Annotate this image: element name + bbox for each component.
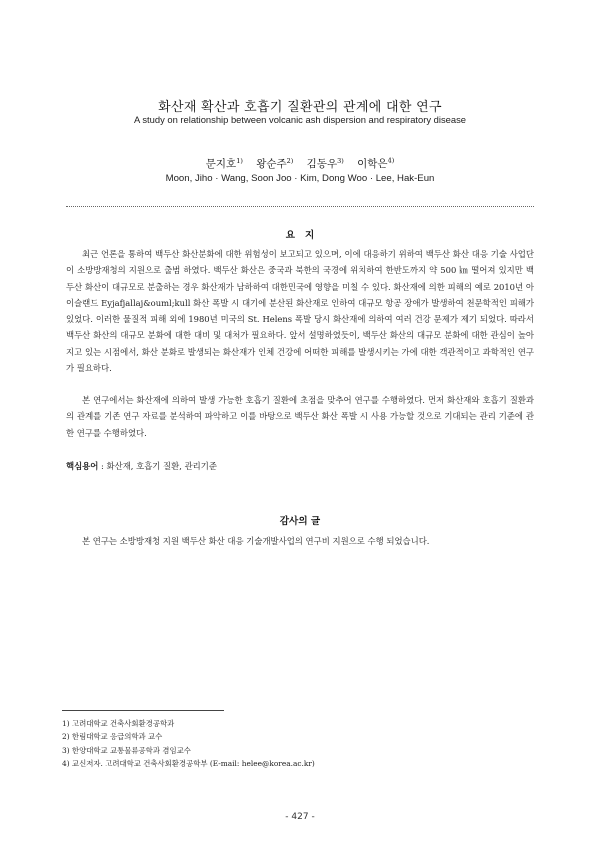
abstract-paragraph-2: 본 연구에서는 화산재에 의하여 발생 가능한 호흡기 질환에 초점을 맞추어 연구를 수행하였다. 먼저 화산재와 호흡기 질환과의 관계를 기존 연구 자료를 분석하여 파악하고 이를 바탕으로 백두산 화산 폭발 시 사용 가능할 것으로 기대되는 관리 기준에 관한 연구를 수행하였다.: [66, 395, 534, 438]
author-list-english: Moon, Jiho · Wang, Soon Joo · Kim, Dong Woo · Lee, Hak-Eun: [165, 173, 435, 184]
author-affiliation-mark: 2): [286, 156, 294, 165]
abstract-paragraph-1: 최근 언론을 통하여 백두산 화산분화에 대한 위험성이 보고되고 있으며, 이에 대응하기 위하여 백두산 화산 대응 기술 사업단이 소방방재청의 지원으로 출범 하였다. 백두산 화산은 중국과 북한의 국경에 위치하여 한반도까지 약 500 ㎞ 떨어져 있지만 백두산 화산이 대규모로 분출하는 경우 화산재가 남하하여 대한민국에 영향을 미칠 수 있다. 화산재에 의한 피해의 예로 2010년 아이슬랜드 Eyjafjallaj&ouml;kull 화산 폭발 시 대기에 분산된 화산재로 인하여 대규모 항공 장애가 발생하여 천문학적인 피해가 있었다. 이러한 물질적 피해 외에 1980년 미국의 St. Helens 폭발 당시 화산재에 의하여 여러 건강 문제가 제기 되었다. 따라서 백두산 화산의 대규모 분화에 대한 대비 및 대처가 필요하다. 앞서 설명하였듯이, 백두산 화산의 대규모 분화에 대한 관심이 높아지고 있는 시점에서, 화산 분화로 발생되는 화산재가 인체 건강에 어떠한 피해를 발생시키는 가에 대한 객관적이고 과학적인 연구가 필요하다.: [66, 249, 534, 374]
footnote-item: 3) 한양대학교 교통물류공학과 겸임교수: [62, 745, 191, 755]
author-name: 문지호: [205, 158, 237, 170]
keywords-label: 핵심용어: [66, 461, 99, 471]
author-affiliation-mark: 1): [236, 156, 243, 165]
footnote-item: 4) 교신저자. 고려대학교 건축사회환경공학부 (E-mail: helee@korea.ac.kr): [62, 759, 315, 769]
header-divider: [66, 206, 534, 207]
author-list-korean: [0, 156, 600, 171]
author-affiliation-mark: 4): [387, 156, 395, 165]
author-name: 김동우: [306, 158, 338, 170]
footnote-item: 1) 고려대학교 건축사회환경공학과: [62, 719, 175, 728]
page-number: - 427 -: [285, 812, 315, 822]
acknowledgement-text: 본 연구는 소방방재청 지원 백두산 화산 대응 기술개발사업의 연구비 지원으로 수행 되었습니다.: [82, 536, 430, 546]
paper-title-english: A study on relationship between volcanic ash dispersion and respiratory disease: [134, 114, 466, 125]
footnotes: [62, 717, 542, 771]
keywords-value: 화산재, 호흡기 질환, 관리기준: [106, 461, 217, 471]
footnote-item: 2) 한림대학교 응급의학과 교수: [62, 732, 163, 742]
author-affiliation-mark: 3): [337, 156, 344, 165]
keywords-separator: :: [98, 461, 107, 471]
acknowledgement-heading: 감사의 글: [279, 516, 321, 527]
paper-title-korean: 화산재 확산과 호흡기 질환관의 관계에 대한 연구: [158, 100, 442, 115]
keywords-line: [66, 460, 534, 472]
author-name: 왕순주: [256, 158, 287, 170]
author-name: 이학은: [357, 158, 388, 170]
footnote-divider: [62, 710, 224, 711]
abstract-heading: 요지: [285, 230, 325, 241]
